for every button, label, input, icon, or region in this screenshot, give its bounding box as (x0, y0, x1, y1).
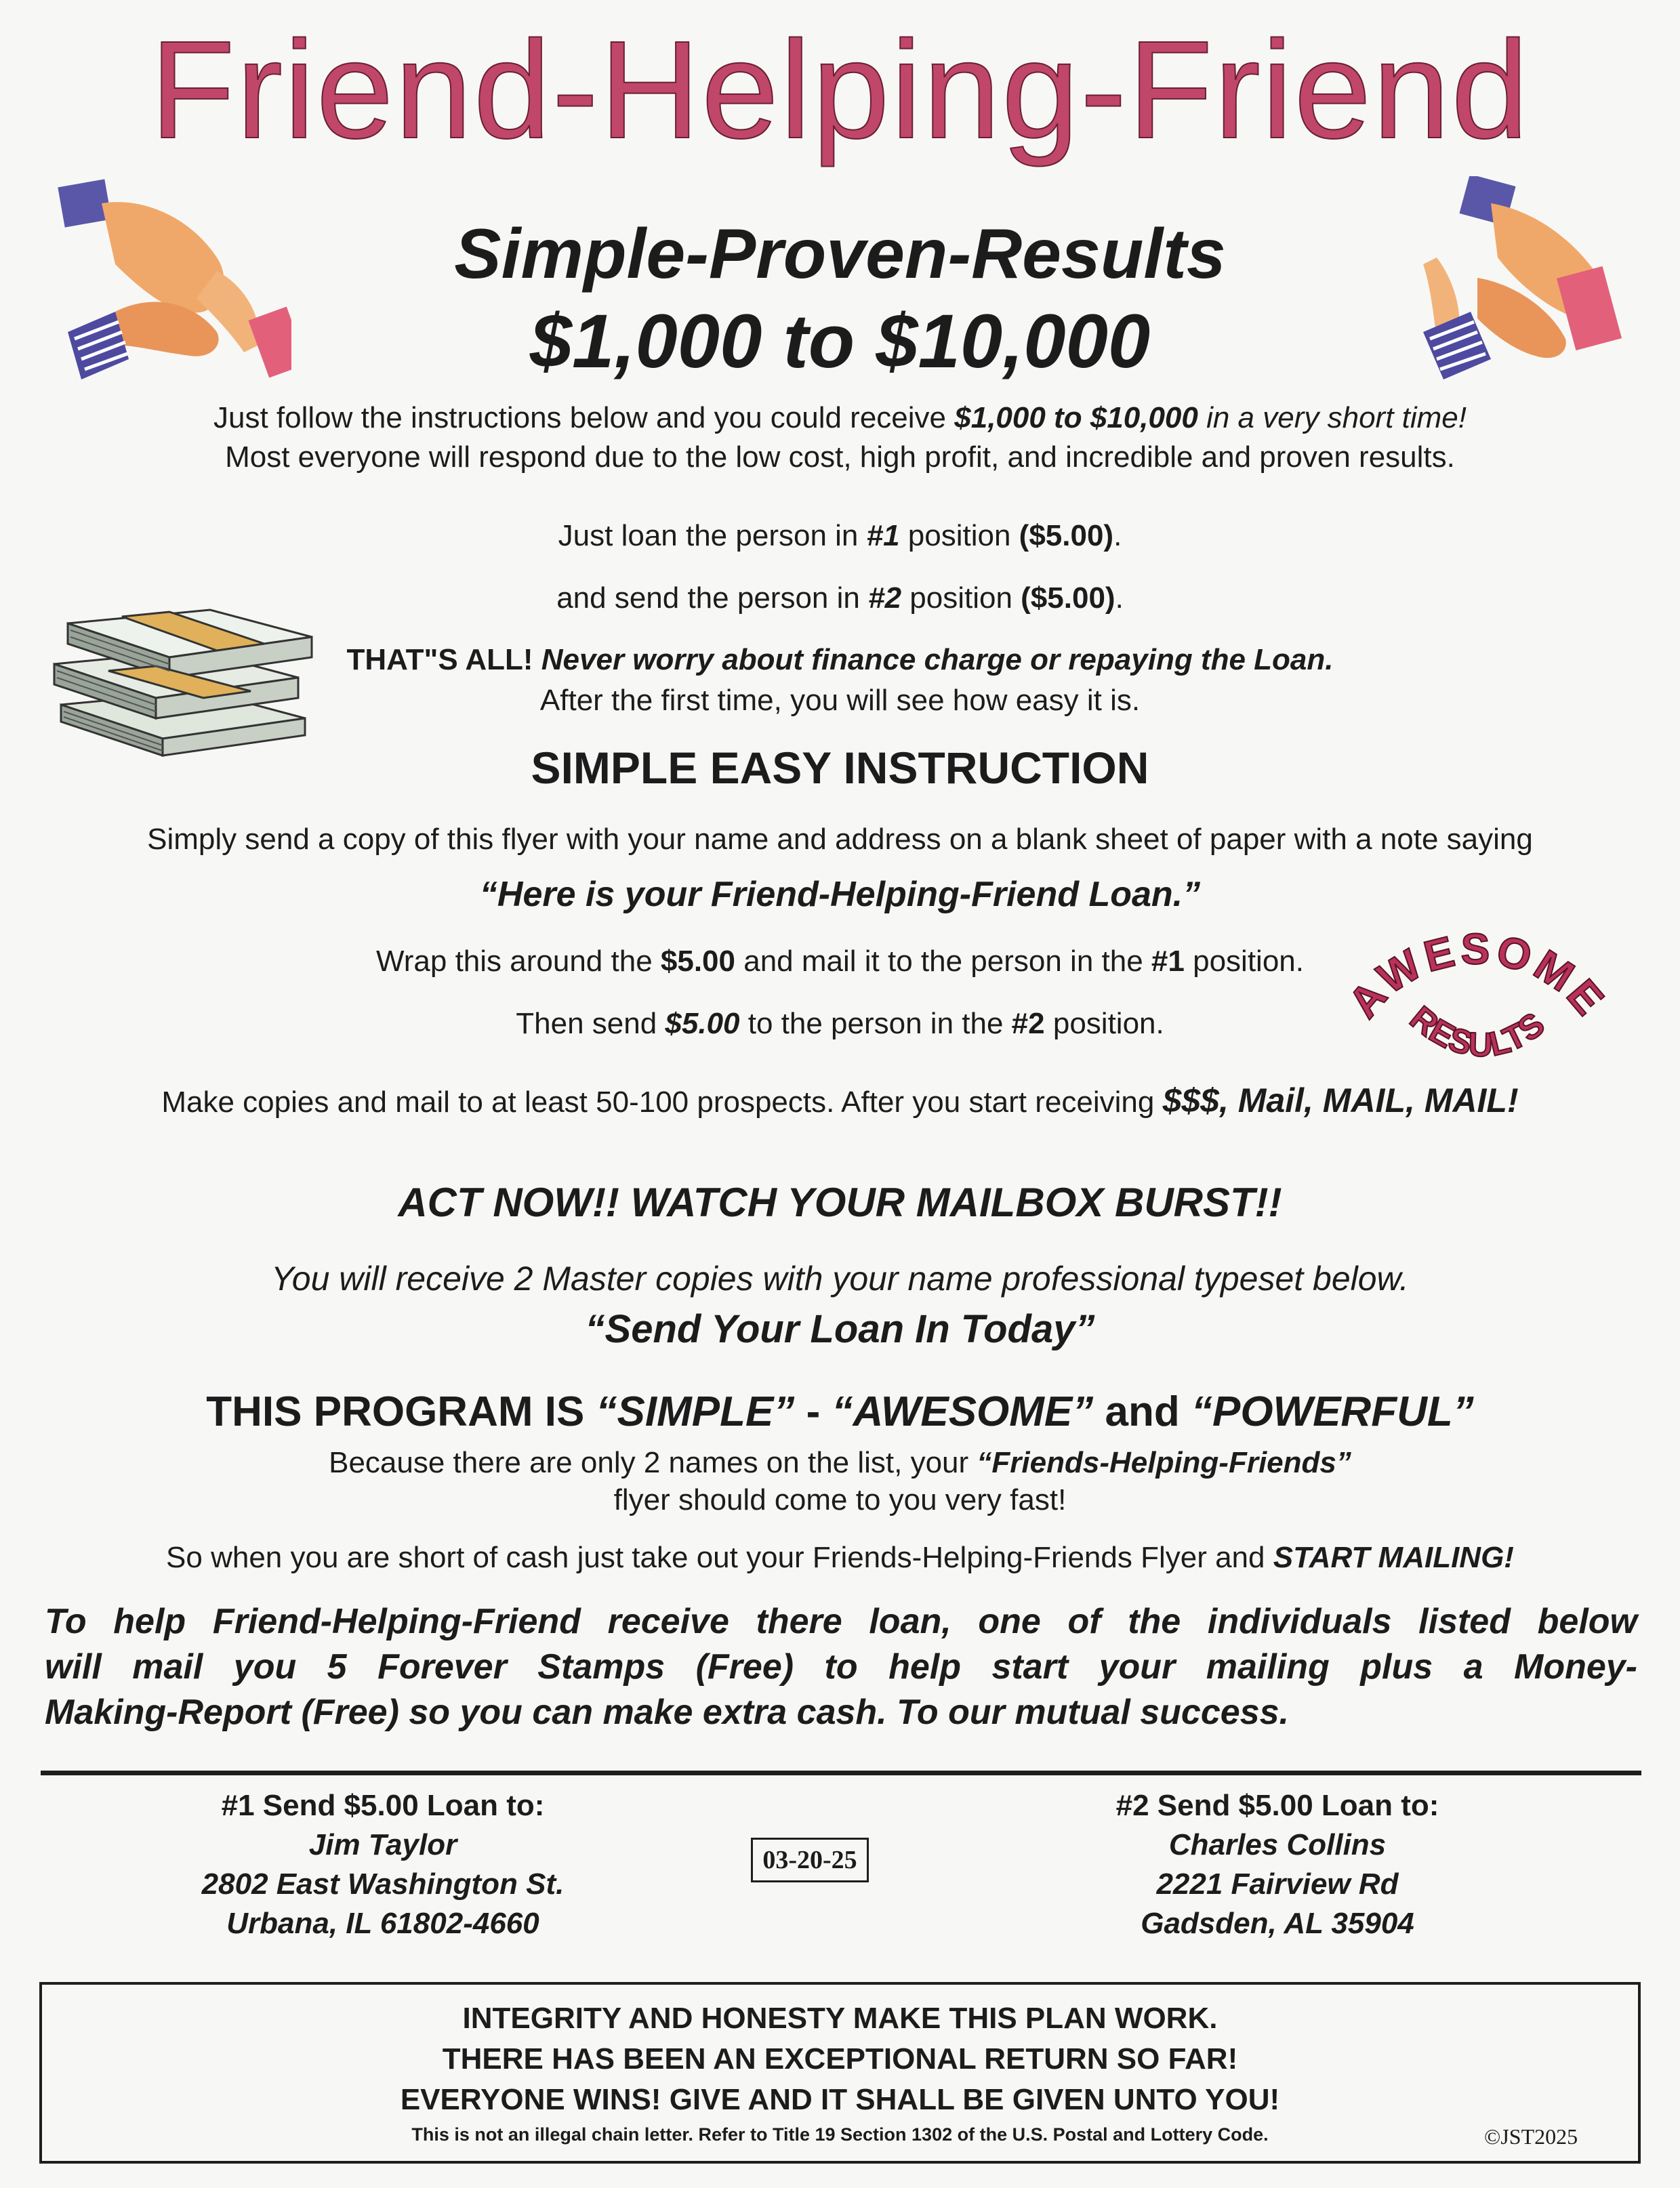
copies-mail: $$$, Mail, MAIL, MAIL! (1162, 1081, 1519, 1119)
page-title: Friend-Helping-Friend (150, 12, 1530, 167)
loan2-amount: ($5.00) (1021, 581, 1115, 615)
section-divider (41, 1771, 1641, 1775)
recipient2-street: 2221 Fairview Rd (1156, 1867, 1399, 1901)
program-and: and (1093, 1388, 1191, 1435)
thats-all-line (0, 640, 1680, 679)
recipient1-street: 2802 East Washington St. (201, 1867, 565, 1901)
recipient1-name: Jim Taylor (308, 1828, 457, 1861)
help-line-1: To help Friend-Helping-Friend receive there loan, one of the individuals listed below (45, 1602, 1637, 1641)
loan-line-1 (0, 516, 1680, 555)
short-cash-text: So when you are short of cash just take out your Friends-Helping-Friends Flyer and (166, 1541, 1273, 1574)
wrap-mid: and mail it to the person in the (735, 945, 1151, 978)
because-line-2: flyer should come to you very fast! (613, 1483, 1067, 1516)
help-paragraph (45, 1599, 1637, 1735)
program-powerful: “POWERFUL” (1191, 1388, 1474, 1435)
then-send-text: Then send (516, 1007, 665, 1040)
quote-loan: “Here is your Friend-Helping-Friend Loan.” (479, 875, 1201, 914)
loan1-text: Just loan the person in (558, 519, 867, 552)
loan2-position: #2 (868, 581, 902, 615)
program-text: THIS PROGRAM IS (206, 1388, 596, 1435)
recipient2-name: Charles Collins (1168, 1828, 1387, 1861)
short-cash-line (0, 1538, 1680, 1577)
intro-line-1 (0, 398, 1680, 437)
start-mailing: START MAILING! (1273, 1541, 1514, 1574)
wrap-end: position. (1184, 945, 1304, 978)
wrap-amount: $5.00 (660, 945, 735, 978)
loan2-text: and send the person in (556, 581, 869, 615)
wrap-text: Wrap this around the (376, 945, 661, 978)
loan2-mid: position (901, 581, 1021, 615)
integrity-box (39, 1982, 1641, 2164)
act-now-heading: ACT NOW!! WATCH YOUR MAILBOX BURST!! (398, 1180, 1282, 1225)
amount-range: $1,000 to $10,000 (529, 299, 1151, 384)
copies-text: Make copies and mail to at least 50-100 prospects. After you start receiving (161, 1086, 1163, 1119)
then-send-mid: to the person in the (739, 1007, 1012, 1040)
recipient2-city: Gadsden, AL 35904 (1141, 1907, 1414, 1940)
loan2-end: . (1115, 581, 1124, 615)
thats-all-note: Never worry about finance charge or repaying the Loan. (541, 643, 1334, 676)
awesome-results-badge (1315, 908, 1640, 1084)
program-awesome: “AWESOME” (832, 1388, 1094, 1435)
recipient-1 (108, 1786, 657, 1943)
intro-line-2: Most everyone will respond due to the low cost, high profit, and incredible and proven results. (225, 440, 1455, 474)
then-send-amount: $5.00 (665, 1007, 740, 1040)
then-send-end: position. (1044, 1007, 1164, 1040)
copyright: ©JST2025 (1484, 2124, 1578, 2149)
because-text: Because there are only 2 names on the list, your (329, 1446, 977, 1479)
copies-line (0, 1079, 1680, 1123)
recipient2-heading: #2 Send $5.00 Loan to: (1115, 1789, 1439, 1822)
instruction-line: Simply send a copy of this flyer with your name and address on a blank sheet of paper with a note saying (147, 823, 1533, 856)
wrap-position: #1 (1151, 945, 1185, 978)
because-line (0, 1443, 1680, 1482)
send-today: “Send Your Loan In Today” (585, 1307, 1095, 1351)
recipient1-heading: #1 Send $5.00 Loan to: (221, 1789, 545, 1822)
disclaimer: This is not an illegal chain letter. Refer to Title 19 Section 1302 of the U.S. Postal and Lottery Code. (411, 2124, 1269, 2145)
integrity-line-2: THERE HAS BEEN AN EXCEPTIONAL RETURN SO FAR! (442, 2042, 1238, 2076)
intro-text: Just follow the instructions below and you could receive (213, 401, 955, 434)
help-line-2: will mail you 5 Forever Stamps (Free) to help start your mailing plus a Money- (45, 1647, 1637, 1687)
program-simple: “SIMPLE” (596, 1388, 795, 1435)
receive-line: You will receive 2 Master copies with your name professional typeset below. (271, 1260, 1409, 1298)
loan1-position: #1 (866, 519, 900, 552)
intro-tail: in a very short time! (1197, 401, 1467, 434)
integrity-line-1: INTEGRITY AND HONESTY MAKE THIS PLAN WORK. (462, 2002, 1218, 2035)
intro-amount: $1,000 to $10,000 (954, 401, 1198, 434)
loan1-mid: position (899, 519, 1019, 552)
recipient1-city: Urbana, IL 61802-4660 (226, 1907, 539, 1940)
results-text: RESULTS (1403, 998, 1552, 1065)
loan1-end: . (1113, 519, 1122, 552)
recipient-2 (969, 1786, 1586, 1943)
loan1-amount: ($5.00) (1019, 519, 1114, 552)
help-line-3: Making-Report (Free) so you can make extra cash. To our mutual success. (45, 1693, 1289, 1732)
thats-all-label: THAT"S ALL! (346, 643, 541, 676)
first-time-line: After the first time, you will see how easy it is. (539, 684, 1141, 717)
then-send-position: #2 (1011, 1007, 1045, 1040)
subtitle: Simple-Proven-Results (454, 215, 1226, 293)
awesome-text: AWESOME (1338, 924, 1616, 1027)
integrity-line-3: EVERYONE WINS! GIVE AND IT SHALL BE GIVEN UNTO YOU! (400, 2083, 1280, 2116)
program-dash: - (794, 1388, 832, 1435)
instruction-heading: SIMPLE EASY INSTRUCTION (531, 743, 1149, 793)
because-flyer-name: “Friends-Helping-Friends” (977, 1446, 1351, 1479)
date-code: 03-20-25 (751, 1838, 869, 1882)
program-heading (0, 1388, 1680, 1436)
